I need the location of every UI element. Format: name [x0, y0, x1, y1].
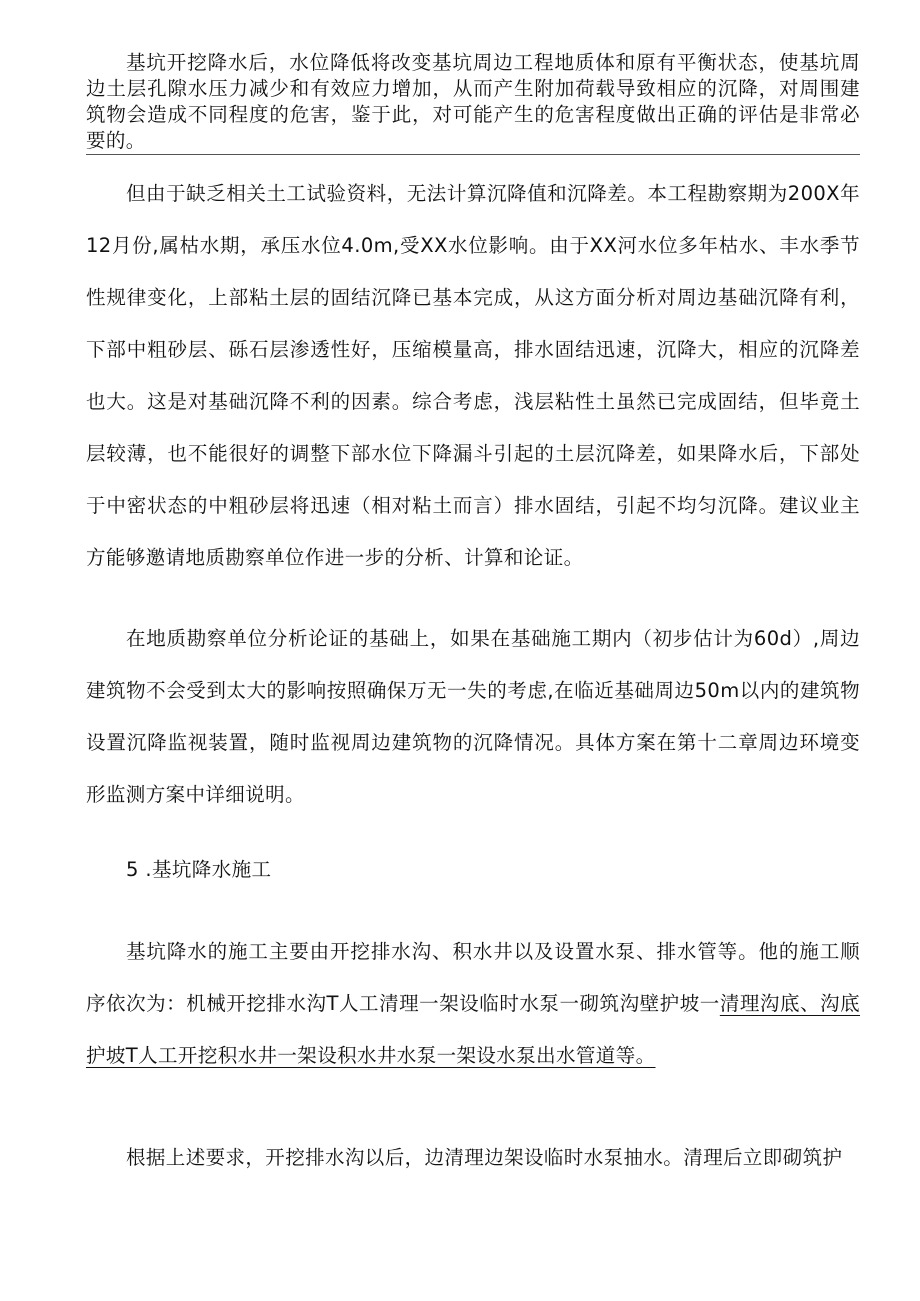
- dewatering-sequence-text: 基坑降水的施工主要由开挖排水沟、积水井以及设置水泵、排水管等。他的施工顺序依次为：机械开挖排水沟T人工清理一架设临时水泵一砌筑沟壁护坡一: [86, 940, 860, 1015]
- section-heading: 5 .基坑降水施工: [126, 858, 272, 881]
- divider-line: [86, 154, 860, 155]
- dewatering-sequence-underlined-text: 清理沟底、沟底护坡T人工开挖积水井一架设积水井水泵一架设水泵出水管道等。: [86, 992, 860, 1067]
- paragraph-drainage-procedure: 根据上述要求，开挖排水沟以后，边清理边架设临时水泵抽水。清理后立即砌筑护: [126, 1146, 843, 1169]
- paragraph-dewatering-sequence: [86, 926, 860, 1082]
- paragraph-settlement-risk: 基坑开挖降水后，水位降低将改变基坑周边工程地质体和原有平衡状态，使基坑周边土层孔隙水压力减少和有效应力增加，从而产生附加荷载导致相应的沉降，对周围建筑物会造成不同程度的危害，鉴于此，对可能产生的危害程度做出正确的评估是非常必要的。: [86, 51, 860, 152]
- paragraph-monitoring-plan: 在地质勘察单位分析论证的基础上，如果在基础施工期内（初步估计为60d）,周边建筑物不会受到太大的影响按照确保万无一失的考虑,在临近基础周边50m以内的建筑物设置沉降监视装置，随时监视周边建筑物的沉降情况。具体方案在第十二章周边环境变形监测方案中详细说明。: [86, 627, 860, 806]
- paragraph-settlement-analysis: 但由于缺乏相关土工试验资料，无法计算沉降值和沉降差。本工程勘察期为200X年12月份,属枯水期，承压水位4.0m,受XX水位影响。由于XX河水位多年枯水、丰水季节性规律变化，上部粘土层的固结沉降已基本完成，从这方面分析对周边基础沉降有利，下部中粗砂层、砾石层渗透性好，压缩模量高，排水固结迅速，沉降大，相应的沉降差也大。这是对基础沉降不利的因素。综合考虑，浅层粘性土虽然已完成固结，但毕竟土层较薄，也不能很好的调整下部水位下降漏斗引起的土层沉降差，如果降水后，下部处于中密状态的中粗砂层将迅速（相对粘土而言）排水固结，引起不均匀沉降。建议业主方能够邀请地质勘察单位作进一步的分析、计算和论证。: [86, 182, 860, 569]
